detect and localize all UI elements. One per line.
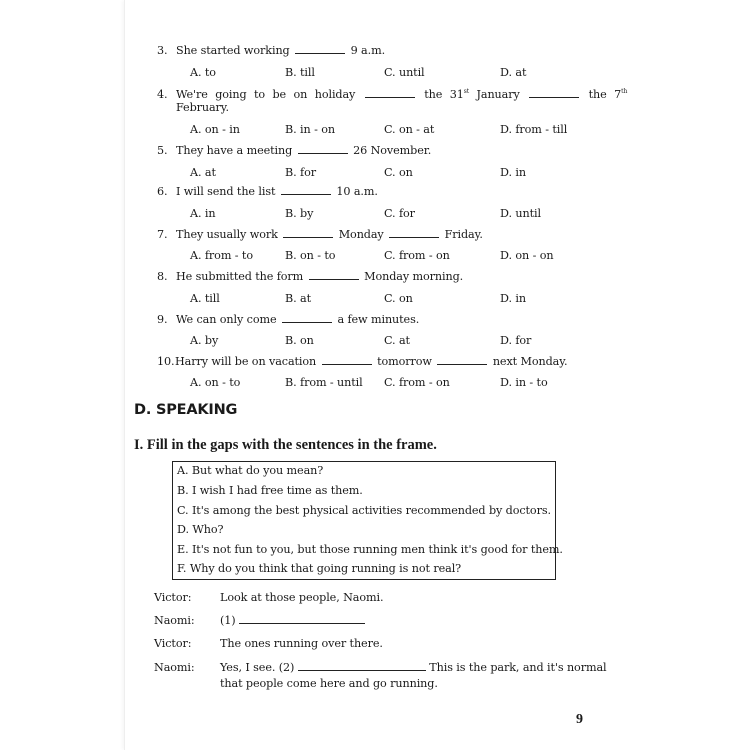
superscript: st <box>463 88 470 95</box>
dialogue-speaker: Naomi: <box>154 661 195 674</box>
question-6 <box>157 185 378 198</box>
question-number: 9. <box>157 313 168 326</box>
question-number: 4. <box>157 88 168 101</box>
question-text: a few minutes. <box>337 313 420 326</box>
question-text: 26 November. <box>353 144 432 157</box>
question-text: We can only come <box>176 313 277 326</box>
option-b[interactable]: B. from - until <box>285 376 363 389</box>
option-d[interactable]: D. in <box>500 166 526 179</box>
option-b[interactable]: B. by <box>285 207 314 220</box>
option-b[interactable]: B. on <box>285 334 314 347</box>
dialogue-line-continued: that people come here and go running. <box>220 677 438 690</box>
answer-blank <box>437 363 487 365</box>
dialogue-text: Yes, I see. (2) <box>220 661 295 674</box>
option-a[interactable]: A. on - in <box>190 123 240 136</box>
option-c[interactable]: C. on <box>384 166 413 179</box>
exercise-heading: I. Fill in the gaps with the sentences in the frame. <box>134 437 437 453</box>
option-b[interactable]: B. till <box>285 66 315 79</box>
option-c[interactable]: C. until <box>384 66 425 79</box>
question-number: 8. <box>157 270 168 283</box>
option-a[interactable]: A. from - to <box>190 249 253 262</box>
option-a[interactable]: A. on - to <box>190 376 241 389</box>
question-number: 6. <box>157 185 168 198</box>
option-d[interactable]: D. in <box>500 292 526 305</box>
answer-blank <box>298 152 348 154</box>
option-c[interactable]: C. on <box>384 292 413 305</box>
frame-item-e: E. It's not fun to you, but those running men think it's good for them. <box>177 543 563 556</box>
answer-blank <box>322 363 372 365</box>
question-text: They usually work <box>176 228 278 241</box>
option-d[interactable]: D. for <box>500 334 532 347</box>
dialogue-speaker: Victor: <box>154 591 192 604</box>
answer-blank <box>281 193 331 195</box>
option-d[interactable]: D. until <box>500 207 541 220</box>
answer-blank <box>529 96 579 98</box>
question-text: Monday morning. <box>364 270 464 283</box>
frame-item-f: F. Why do you think that going running is not real? <box>177 562 462 575</box>
question-3 <box>157 44 385 57</box>
frame-item-b: B. I wish I had free time as them. <box>177 484 363 497</box>
question-text: She started working <box>176 44 290 57</box>
option-d[interactable]: D. from - till <box>500 123 568 136</box>
option-c[interactable]: C. on - at <box>384 123 435 136</box>
option-c[interactable]: C. from - on <box>384 376 450 389</box>
question-text: I will send the list <box>176 185 276 198</box>
answer-blank <box>389 236 439 238</box>
question-number: 3. <box>157 44 168 57</box>
question-7 <box>157 228 483 241</box>
answer-blank <box>298 669 426 671</box>
question-9 <box>157 313 419 326</box>
dialogue-speaker: Victor: <box>154 637 192 650</box>
frame-item-c: C. It's among the best physical activities recommended by doctors. <box>177 504 551 517</box>
option-c[interactable]: C. for <box>384 207 415 220</box>
section-heading: D. SPEAKING <box>134 402 238 418</box>
question-10 <box>157 355 567 368</box>
question-text: tomorrow <box>377 355 432 368</box>
option-d[interactable]: D. at <box>500 66 527 79</box>
option-a[interactable]: A. in <box>190 207 216 220</box>
question-4-line2: February. <box>176 101 229 114</box>
dialogue-text: This is the park, and it's normal <box>429 661 607 674</box>
dialogue-line <box>220 661 607 674</box>
question-text: Friday. <box>444 228 483 241</box>
question-number: 7. <box>157 228 168 241</box>
option-a[interactable]: A. till <box>190 292 220 305</box>
answer-blank <box>283 236 333 238</box>
page-number: 9 <box>576 712 583 727</box>
answer-blank <box>309 278 359 280</box>
option-b[interactable]: B. at <box>285 292 311 305</box>
question-number: 10. <box>157 355 175 368</box>
option-c[interactable]: C. at <box>384 334 410 347</box>
question-text: the 31 <box>424 88 464 101</box>
dialogue-line: Look at those people, Naomi. <box>220 591 384 604</box>
option-a[interactable]: A. at <box>190 166 216 179</box>
answer-blank <box>239 622 365 624</box>
question-text: Monday <box>338 228 384 241</box>
answer-blank <box>295 52 345 54</box>
dialogue-line: The ones running over there. <box>220 637 383 650</box>
question-8 <box>157 270 463 283</box>
option-c[interactable]: C. from - on <box>384 249 450 262</box>
gap-number: (1) <box>220 614 236 627</box>
answer-blank <box>282 321 332 323</box>
option-d[interactable]: D. on - on <box>500 249 554 262</box>
question-text: We're going to be on holiday <box>176 88 356 101</box>
dialogue-line <box>220 614 365 627</box>
question-text: next Monday. <box>492 355 568 368</box>
question-text: They have a meeting <box>176 144 293 157</box>
frame-item-a: A. But what do you mean? <box>177 464 324 477</box>
question-text: He submitted the form <box>176 270 304 283</box>
sentence-frame <box>172 461 563 580</box>
superscript: th <box>621 88 628 95</box>
answer-blank <box>365 96 415 98</box>
question-text: January <box>476 88 520 101</box>
option-a[interactable]: A. to <box>190 66 216 79</box>
question-text: 10 a.m. <box>336 185 378 198</box>
dialogue-speaker: Naomi: <box>154 614 195 627</box>
question-text: the 7 <box>588 88 622 101</box>
question-text: 9 a.m. <box>350 44 386 57</box>
option-b[interactable]: B. in - on <box>285 123 335 136</box>
option-b[interactable]: B. for <box>285 166 316 179</box>
frame-item-d: D. Who? <box>177 523 224 536</box>
question-number: 5. <box>157 144 168 157</box>
option-a[interactable]: A. by <box>190 334 219 347</box>
option-d[interactable]: D. in - to <box>500 376 548 389</box>
option-b[interactable]: B. on - to <box>285 249 336 262</box>
question-4 <box>157 88 628 101</box>
question-text: Harry will be on vacation <box>175 355 317 368</box>
question-5 <box>157 144 431 157</box>
